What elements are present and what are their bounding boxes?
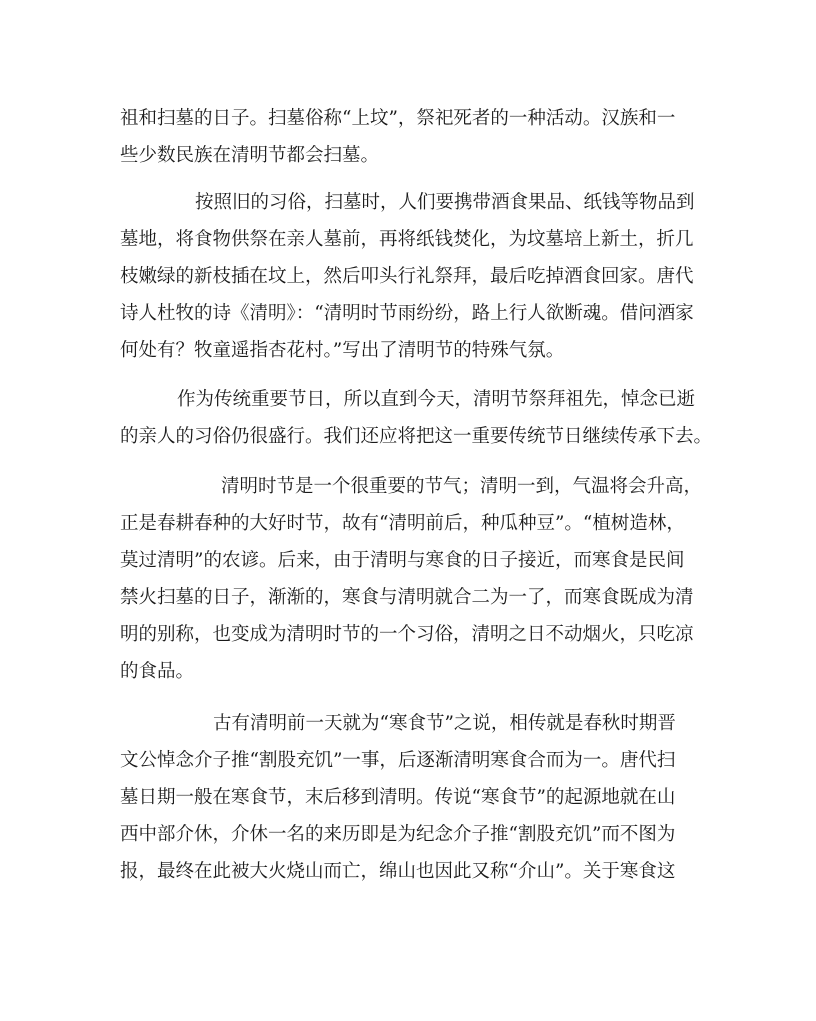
text-line: 按照旧的习俗，扫墓时，人们要携带酒食果品、纸钱等物品到: [195, 192, 695, 213]
text-line: 墓日期一般在寒食节，末后移到清明。传说“寒食节”的起源地就在山: [120, 787, 676, 808]
text-line: 明的别称，也变成为清明时节的一个习俗，清明之日不动烟火，只吃凉: [120, 624, 694, 645]
text-line: 祖和扫墓的日子。扫墓俗称“上坟”，祭祀死者的一种活动。汉族和一: [120, 108, 676, 129]
text-line: 正是春耕春种的大好时节，故有“清明前后，种瓜种豆”。“植树造林，: [120, 513, 685, 534]
text-line: 西中部介休，介休一名的来历即是为纪念介子推“割股充饥”而不图为: [120, 824, 676, 845]
text-line: 报，最终在此被大火烧山而亡，绵山也因此又称“介山”。关于寒食这: [120, 861, 676, 882]
text-line: 文公悼念介子推“割股充饥”一事，后逐渐清明寒食合而为一。唐代扫: [120, 750, 676, 771]
text-line: 何处有？牧童遥指杏花村。”写出了清明节的特殊气氛。: [120, 340, 565, 361]
text-line: 古有清明前一天就为“寒食节”之说，相传就是春秋时期晋: [213, 713, 676, 734]
text-line: 莫过清明”的农谚。后来，由于清明与寒食的日子接近，而寒食是民间: [120, 550, 685, 571]
text-line: 作为传统重要节日，所以直到今天，清明节祭拜祖先，悼念已逝: [177, 389, 696, 410]
text-line: 的亲人的习俗仍很盛行。我们还应将把这一重要传统节日继续传承下去。: [120, 426, 713, 447]
text-line: 墓地，将食物供祭在亲人墓前，再将纸钱焚化，为坟墓培上新土，折几: [120, 229, 694, 250]
text-line: 诗人杜牧的诗《清明》：“清明时节雨纷纷，路上行人欲断魂。借问酒家: [120, 303, 694, 324]
text-line: 的食品。: [120, 661, 195, 682]
text-line: 禁火扫墓的日子，渐渐的，寒食与清明就合二为一了，而寒食既成为清: [120, 587, 694, 608]
text-line: 清明时节是一个很重要的节气；清明一到，气温将会升高，: [221, 476, 703, 497]
text-line: 些少数民族在清明节都会扫墓。: [120, 145, 380, 166]
text-line: 枝嫩绿的新枝插在坟上，然后叩头行礼祭拜，最后吃掉酒食回家。唐代: [120, 266, 694, 287]
